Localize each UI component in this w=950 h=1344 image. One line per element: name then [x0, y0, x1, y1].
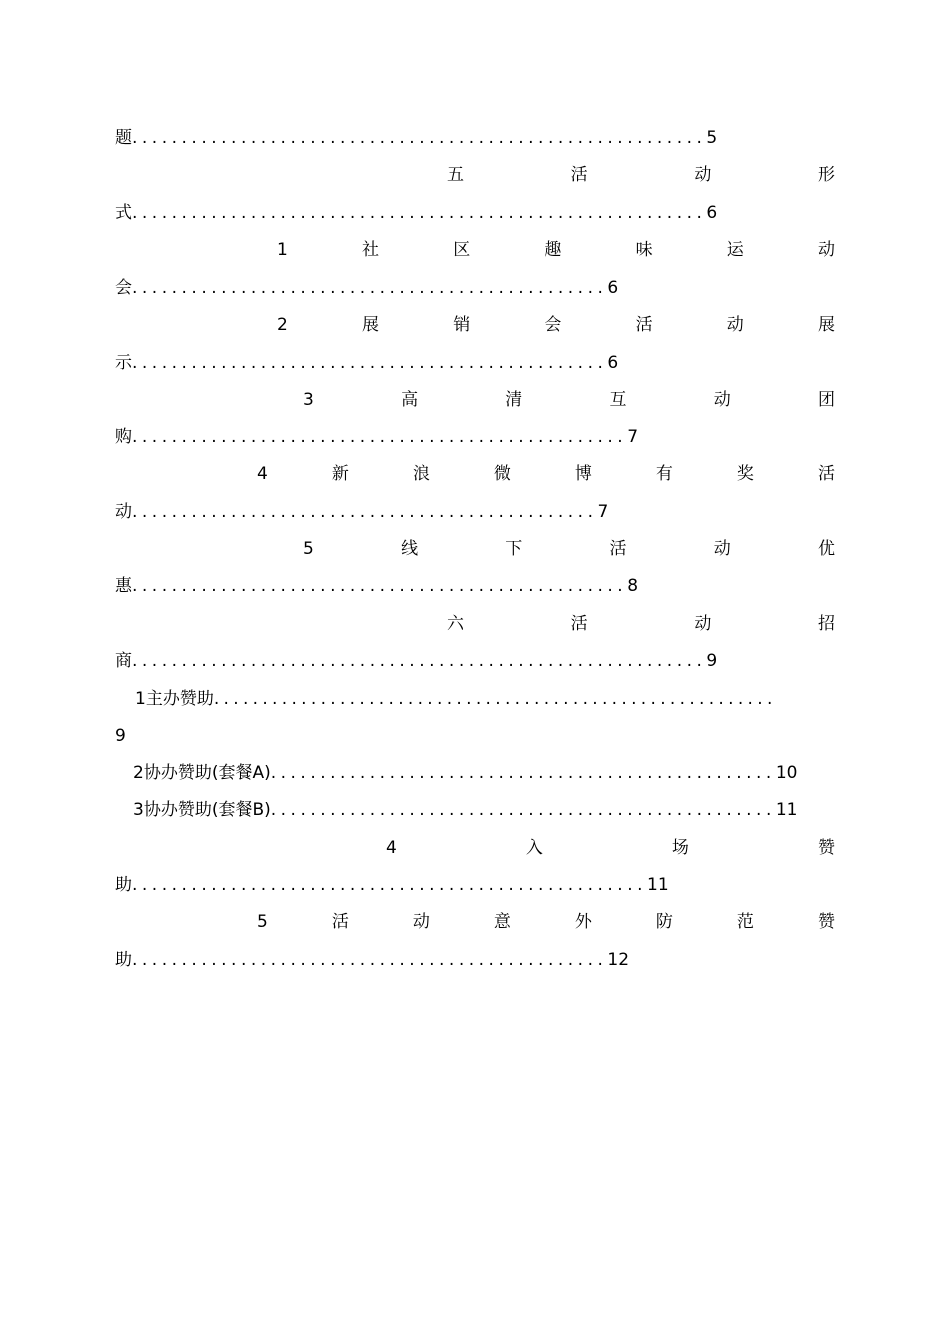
toc-char: 活 — [331, 912, 349, 932]
toc-char: 社 — [362, 240, 380, 260]
toc-entry-spread[interactable] — [257, 909, 835, 935]
toc-entry-spread[interactable] — [277, 237, 835, 263]
toc-char: 下 — [505, 539, 523, 559]
toc-page-number: 6 — [607, 353, 619, 373]
toc-leader: .......................................................... — [132, 651, 707, 671]
toc-char: 防 — [655, 912, 673, 932]
toc-leader: ................................................ — [132, 950, 608, 970]
toc-leader: .......................................................... — [132, 203, 707, 223]
toc-entry-spread[interactable] — [257, 461, 835, 487]
toc-page-number: 7 — [627, 427, 639, 447]
toc-leader: ................................................... — [270, 763, 776, 783]
toc-char: 微 — [493, 464, 511, 484]
toc-title: 1主办赞助 — [135, 689, 214, 709]
toc-char: 动 — [694, 614, 712, 634]
toc-title: 3协办赞助(套餐B) — [133, 800, 271, 820]
toc-entry[interactable] — [115, 499, 608, 525]
toc-leader: .................................................. — [132, 427, 628, 447]
toc-entry[interactable] — [133, 797, 798, 823]
toc-entry[interactable] — [115, 648, 717, 674]
toc-leader: ................................................ — [132, 353, 608, 373]
toc-title: 示 — [115, 353, 132, 373]
toc-title: 题 — [115, 128, 132, 148]
toc-char: 味 — [635, 240, 653, 260]
toc-title: 会 — [115, 278, 132, 298]
toc-char: 团 — [818, 390, 835, 410]
toc-title: 惠 — [115, 576, 132, 596]
toc-char: 动 — [694, 165, 712, 185]
toc-char: 奖 — [736, 464, 754, 484]
toc-char: 动 — [713, 390, 731, 410]
toc-char: 活 — [817, 464, 835, 484]
toc-char: 浪 — [412, 464, 430, 484]
toc-char: 清 — [505, 390, 523, 410]
toc-char: 线 — [401, 539, 419, 559]
toc-title: 助 — [115, 950, 132, 970]
toc-title: 购 — [115, 427, 132, 447]
toc-page-number: 7 — [597, 502, 609, 522]
toc-char: 六 — [447, 614, 464, 634]
toc-title: 2协办赞助(套餐A) — [133, 763, 271, 783]
toc-char: 高 — [401, 390, 419, 410]
toc-char: 动 — [726, 315, 744, 335]
toc-char: 2 — [277, 315, 288, 335]
toc-char: 动 — [713, 539, 731, 559]
toc-page-number: 12 — [607, 950, 630, 970]
toc-leader: ................................................ — [132, 278, 608, 298]
toc-char: 赞 — [817, 912, 835, 932]
toc-page-number: 11 — [775, 800, 798, 820]
toc-char: 五 — [447, 165, 464, 185]
toc-char: 场 — [671, 838, 689, 858]
toc-char: 4 — [257, 464, 268, 484]
toc-leader: .................................................. — [132, 576, 628, 596]
toc-title: 动 — [115, 502, 132, 522]
toc-page-number: 9 — [706, 651, 718, 671]
toc-title: 助 — [115, 875, 132, 895]
toc-char: 展 — [817, 315, 835, 335]
toc-page-number: 6 — [607, 278, 619, 298]
toc-entry[interactable] — [115, 424, 638, 450]
toc-char: 动 — [817, 240, 835, 260]
toc-entry[interactable] — [133, 760, 797, 786]
toc-char: 新 — [331, 464, 349, 484]
toc-entry[interactable] — [115, 275, 618, 301]
toc-char: 形 — [817, 165, 835, 185]
toc-char: 活 — [570, 614, 588, 634]
toc-page-number-wrapped — [115, 723, 126, 749]
toc-entry[interactable] — [115, 947, 629, 973]
toc-leader: .......................................................... — [213, 689, 777, 709]
toc-page-number: 10 — [775, 763, 798, 783]
toc-char: 1 — [277, 240, 288, 260]
toc-char: 销 — [453, 315, 471, 335]
toc-char: 5 — [303, 539, 314, 559]
toc-char: 意 — [493, 912, 511, 932]
toc-page-number: 6 — [706, 203, 718, 223]
toc-char: 4 — [386, 838, 397, 858]
toc-title: 商 — [115, 651, 132, 671]
toc-entry-spread[interactable] — [447, 162, 835, 188]
toc-char: 博 — [574, 464, 592, 484]
toc-entry-spread[interactable] — [303, 387, 835, 413]
toc-entry-spread[interactable] — [303, 536, 835, 562]
toc-char: 有 — [655, 464, 673, 484]
toc-entry-spread[interactable] — [386, 835, 835, 861]
toc-leader: .......................................................... — [132, 128, 707, 148]
toc-leader: .................................................... — [132, 875, 647, 895]
toc-page-number: 9 — [115, 726, 126, 746]
toc-char: 活 — [635, 315, 653, 335]
toc-entry[interactable] — [115, 350, 618, 376]
toc-char: 外 — [574, 912, 592, 932]
toc-char: 展 — [362, 315, 380, 335]
toc-page-number: 8 — [627, 576, 639, 596]
toc-entry-spread[interactable] — [277, 312, 835, 338]
toc-char: 区 — [453, 240, 471, 260]
toc-leader: ................................................... — [270, 800, 776, 820]
toc-char: 趣 — [544, 240, 562, 260]
toc-page-number: 5 — [706, 128, 718, 148]
toc-entry[interactable] — [135, 686, 777, 712]
toc-entry-spread[interactable] — [447, 611, 835, 637]
toc-char: 活 — [609, 539, 627, 559]
toc-char: 优 — [818, 539, 835, 559]
toc-char: 会 — [544, 315, 562, 335]
toc-char: 动 — [412, 912, 430, 932]
toc-title: 式 — [115, 203, 132, 223]
toc-char: 入 — [525, 838, 543, 858]
toc-char: 范 — [736, 912, 754, 932]
toc-entry[interactable] — [115, 200, 717, 226]
toc-entry[interactable] — [115, 872, 669, 898]
toc-char: 3 — [303, 390, 314, 410]
toc-entry[interactable] — [115, 573, 638, 599]
toc-char: 5 — [257, 912, 268, 932]
toc-char: 招 — [817, 614, 835, 634]
toc-char: 互 — [609, 390, 627, 410]
toc-page-number: 11 — [647, 875, 669, 895]
toc-char: 运 — [726, 240, 744, 260]
toc-entry[interactable] — [115, 125, 717, 151]
toc-leader: ............................................... — [132, 502, 598, 522]
toc-char: 活 — [570, 165, 588, 185]
toc-char: 赞 — [817, 838, 835, 858]
